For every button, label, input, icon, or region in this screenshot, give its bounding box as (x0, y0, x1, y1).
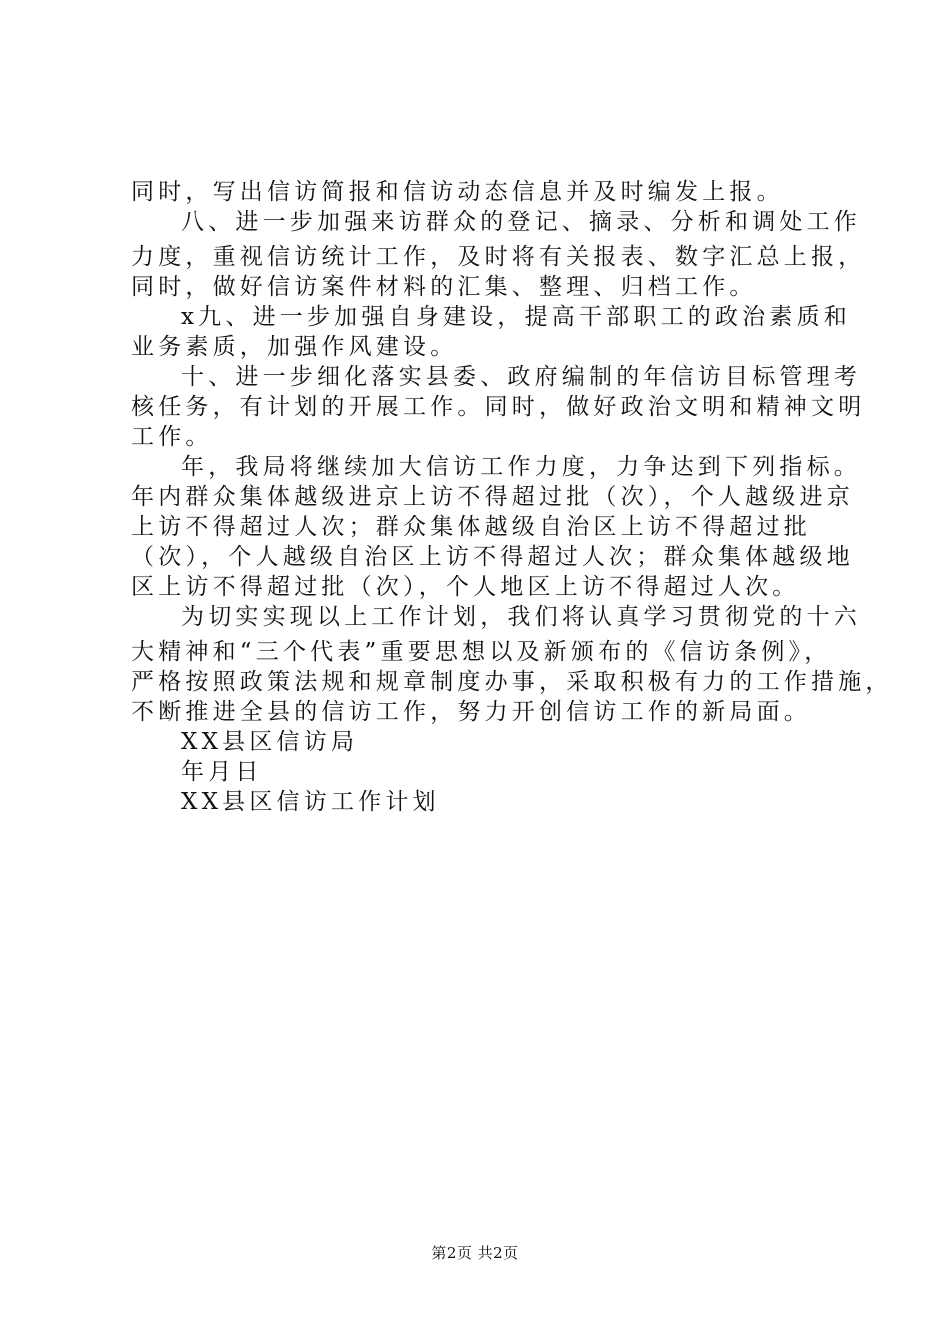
body-line: 严格按照政策法规和规章制度办事，采取积极有力的工作措施， (131, 669, 893, 695)
body-line: 为切实实现以上工作计划，我们将认真学习贯彻党的十六 (181, 604, 861, 630)
body-line: 业务素质，加强作风建设。 (131, 334, 458, 360)
signature-org: XX县区信访局 (181, 729, 359, 755)
body-line: 同时，做好信访案件材料的汇集、整理、归档工作。 (131, 274, 757, 300)
signature-date: 年月日 (181, 759, 263, 785)
body-line: 区上访不得超过批（次），个人地区上访不得超过人次。 (131, 574, 800, 600)
body-line: x九、进一步加强自身建设，提高干部职工的政治素质和 (181, 304, 851, 330)
page-number-footer: 第2页 共2页 (431, 1244, 519, 1262)
body-line: 不断推进全县的信访工作，努力开创信访工作的新局面。 (131, 699, 811, 725)
body-line: 上访不得超过人次；群众集体越级自治区上访不得超过批 (131, 514, 811, 540)
body-line: 八、进一步加强来访群众的登记、摘录、分析和调处工作 (181, 209, 861, 235)
body-line: 工作。 (131, 424, 213, 450)
body-line: 力度，重视信访统计工作，及时将有关报表、数字汇总上报， (131, 244, 866, 270)
body-line: 大精神和“三个代表”重要思想以及新颁布的《信访条例》， (131, 639, 832, 665)
next-document-title: XX县区信访工作计划 (181, 789, 440, 815)
body-line: 同时，写出信访简报和信访动态信息并及时编发上报。 (131, 179, 784, 205)
body-line: 年，我局将继续加大信访工作力度，力争达到下列指标。 (181, 454, 861, 480)
body-line: （次），个人越级自治区上访不得超过人次；群众集体越级地 (131, 544, 854, 570)
body-line: 十、进一步细化落实县委、政府编制的年信访目标管理考 (181, 364, 861, 390)
body-line: 年内群众集体越级进京上访不得超过批（次），个人越级进京 (131, 484, 854, 510)
body-line: 核任务，有计划的开展工作。同时，做好政治文明和精神文明 (131, 394, 866, 420)
